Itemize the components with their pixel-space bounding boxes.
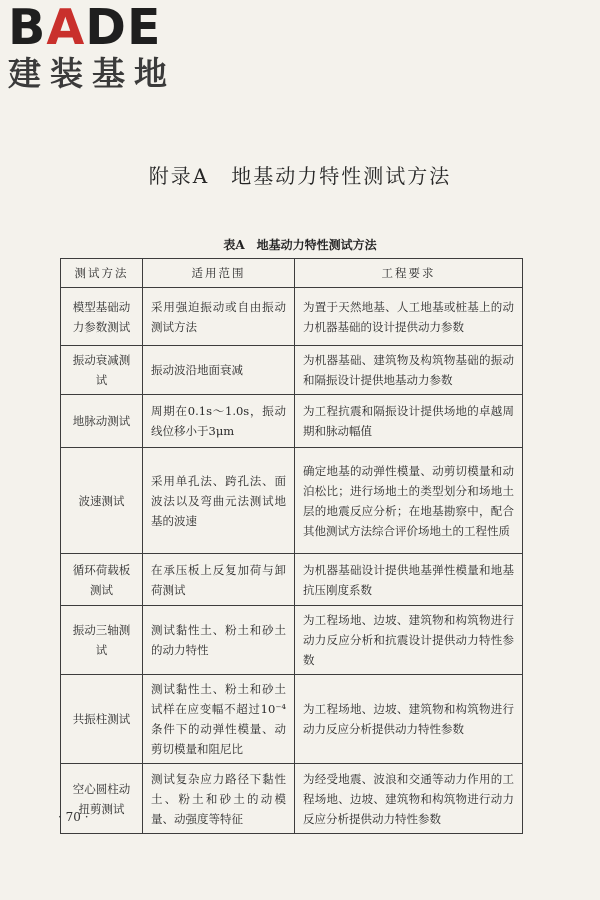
brand-logo-latin bbox=[8, 0, 183, 56]
requirement-cell: 为经受地震、波浪和交通等动力作用的工程场地、边坡、建筑物和构筑物进行动力反应分析提供动力特性参数 bbox=[295, 764, 523, 834]
logo-letters-start: B bbox=[8, 0, 47, 56]
logo-accent-letter: A bbox=[46, 0, 86, 56]
method-cell: 共振柱测试 bbox=[61, 675, 143, 764]
scope-cell: 测试黏性土、粉土和砂土的动力特性 bbox=[143, 606, 295, 675]
scope-cell: 测试复杂应力路径下黏性土、粉土和砂土的动模量、动强度等特征 bbox=[143, 764, 295, 834]
scope-cell: 采用单孔法、跨孔法、面波法以及弯曲元法测试地基的波速 bbox=[143, 448, 295, 554]
scope-cell: 测试黏性土、粉土和砂土试样在应变幅不超过10⁻⁴条件下的动弹性模量、动剪切模量和阻尼比 bbox=[143, 675, 295, 764]
page-title: 附录A 地基动力特性测试方法 bbox=[148, 164, 452, 188]
brand-logo bbox=[8, 0, 183, 94]
column-header-requirement: 工程要求 bbox=[295, 259, 523, 288]
logo-letters-end: DE bbox=[85, 0, 162, 56]
requirement-cell: 为置于天然地基、人工地基或桩基上的动力机器基础的设计提供动力参数 bbox=[295, 288, 523, 346]
scope-cell: 周期在0.1s～1.0s，振动线位移小于3μm bbox=[143, 395, 295, 448]
requirement-cell: 确定地基的动弹性模量、动剪切模量和动泊松比；进行场地土的类型划分和场地土层的地震反应分析；在地基勘察中，配合其他测试方法综合评价场地土的工程性质 bbox=[295, 448, 523, 554]
requirement-cell: 为工程抗震和隔振设计提供场地的卓越周期和脉动幅值 bbox=[295, 395, 523, 448]
requirement-cell: 为机器基础设计提供地基弹性模量和地基抗压刚度系数 bbox=[295, 554, 523, 606]
table-caption: 表A 地基动力特性测试方法 bbox=[223, 238, 377, 252]
scope-cell: 振动波沿地面衰减 bbox=[143, 346, 295, 395]
table-row bbox=[61, 764, 523, 834]
table-row bbox=[61, 395, 523, 448]
requirement-cell: 为工程场地、边坡、建筑物和构筑物进行动力反应分析提供动力特性参数 bbox=[295, 675, 523, 764]
method-cell: 地脉动测试 bbox=[61, 395, 143, 448]
table-row bbox=[61, 448, 523, 554]
scope-cell: 在承压板上反复加荷与卸荷测试 bbox=[143, 554, 295, 606]
table-row bbox=[61, 288, 523, 346]
brand-logo-chinese: 建装基地 bbox=[8, 54, 176, 93]
requirement-cell: 为机器基础、建筑物及构筑物基础的振动和隔振设计提供地基动力参数 bbox=[295, 346, 523, 395]
table-header-row bbox=[61, 259, 523, 288]
method-cell: 空心圆柱动扭剪测试 bbox=[61, 764, 143, 834]
method-cell: 振动三轴测试 bbox=[61, 606, 143, 675]
table-row bbox=[61, 554, 523, 606]
table-row bbox=[61, 346, 523, 395]
method-cell: 振动衰减测试 bbox=[61, 346, 143, 395]
column-header-method: 测试方法 bbox=[61, 259, 143, 288]
scope-cell: 采用强迫振动或自由振动测试方法 bbox=[143, 288, 295, 346]
table-row bbox=[61, 606, 523, 675]
table-row bbox=[61, 675, 523, 764]
page-number: · 70 · bbox=[58, 810, 89, 824]
method-cell: 模型基础动力参数测试 bbox=[61, 288, 143, 346]
requirement-cell: 为工程场地、边坡、建筑物和构筑物进行动力反应分析和抗震设计提供动力特性参数 bbox=[295, 606, 523, 675]
method-cell: 波速测试 bbox=[61, 448, 143, 554]
column-header-scope: 适用范围 bbox=[143, 259, 295, 288]
test-methods-table bbox=[60, 258, 523, 834]
method-cell: 循环荷载板测试 bbox=[61, 554, 143, 606]
